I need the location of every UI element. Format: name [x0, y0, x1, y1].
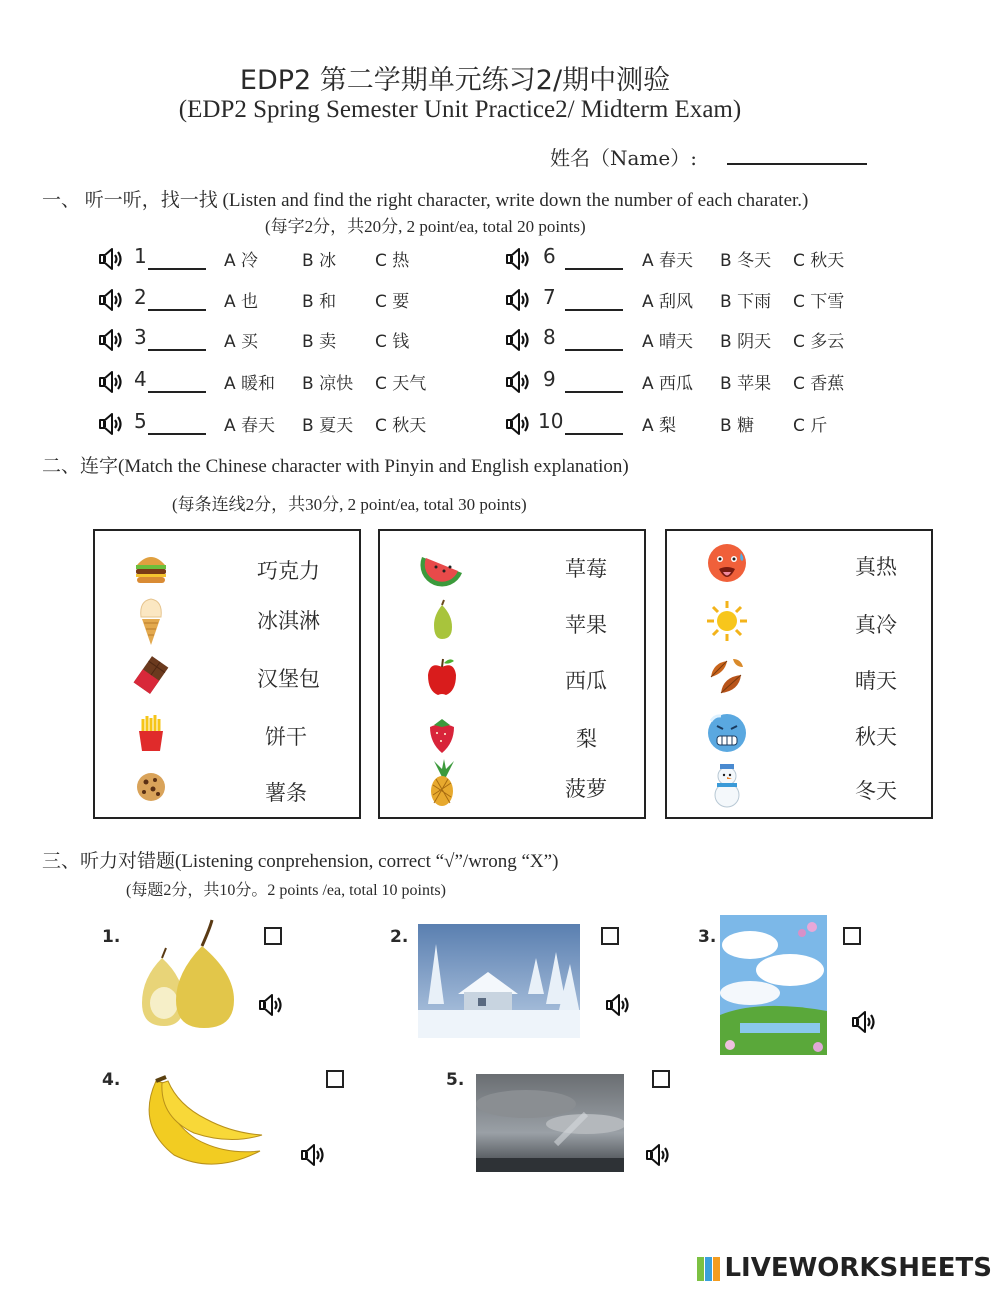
- question-number: 6: [543, 244, 556, 268]
- answer-blank[interactable]: [565, 391, 623, 393]
- option-b: B 冬天: [720, 251, 772, 271]
- question-number: 7: [543, 285, 556, 309]
- question-row: [98, 367, 438, 397]
- question-number: 5: [134, 409, 147, 433]
- cold-face-icon: [705, 711, 749, 755]
- match-word: 真冷: [855, 613, 897, 637]
- apple-icon: [420, 655, 464, 699]
- match-word: 草莓: [565, 557, 607, 581]
- match-item[interactable]: [380, 599, 644, 649]
- answer-checkbox[interactable]: [843, 927, 861, 945]
- speaker-icon[interactable]: [505, 248, 533, 270]
- strawberry-icon: [420, 713, 464, 757]
- item-number: 5.: [446, 1070, 465, 1090]
- match-word: 冬天: [855, 779, 897, 803]
- option-a: A 买: [224, 332, 259, 352]
- answer-checkbox[interactable]: [326, 1070, 344, 1088]
- option-c: C 天气: [375, 374, 427, 394]
- option-a: A 刮风: [642, 292, 694, 312]
- brand-name: LIVEWORKSHEETS: [724, 1253, 992, 1283]
- speaker-icon[interactable]: [605, 994, 633, 1016]
- cookie-icon: [131, 767, 175, 811]
- question-row: [505, 367, 865, 397]
- speaker-icon[interactable]: [300, 1144, 328, 1166]
- option-c: C 秋天: [793, 251, 845, 271]
- question-row: [505, 325, 865, 355]
- section3-points: (每题2分，共10分。2 points /ea, total 10 points): [126, 882, 446, 899]
- option-a: A 冷: [224, 251, 259, 271]
- option-a: A 也: [224, 292, 259, 312]
- speaker-icon[interactable]: [98, 371, 126, 393]
- liveworksheets-logo-icon: [697, 1257, 721, 1285]
- option-b: B 卖: [302, 332, 337, 352]
- item-number: 4.: [102, 1070, 121, 1090]
- match-item[interactable]: [95, 545, 359, 595]
- match-item[interactable]: [380, 543, 644, 593]
- watermelon-icon: [420, 543, 464, 587]
- match-box-weather: [665, 529, 933, 819]
- answer-blank[interactable]: [148, 309, 206, 311]
- name-label: 姓名（Name）:: [550, 146, 697, 170]
- option-b: B 阴天: [720, 332, 772, 352]
- option-a: A 晴天: [642, 332, 694, 352]
- speaker-icon[interactable]: [505, 329, 533, 351]
- question-number: 2: [134, 285, 147, 309]
- match-word: 冰淇淋: [257, 609, 320, 633]
- match-word: 苹果: [565, 613, 607, 637]
- cloudy-sky-photo: [476, 1074, 624, 1172]
- match-word: 梨: [576, 727, 597, 751]
- option-a: A 春天: [224, 416, 276, 436]
- question-row: [98, 409, 438, 439]
- item-number: 2.: [390, 927, 409, 947]
- match-word: 真热: [855, 555, 897, 579]
- option-c: C 香蕉: [793, 374, 845, 394]
- question-row: [98, 285, 428, 315]
- bananas-photo: [134, 1075, 266, 1175]
- speaker-icon[interactable]: [505, 371, 533, 393]
- question-number: 1: [134, 244, 147, 268]
- ice-cream-icon: [129, 593, 173, 649]
- autumn-leaves-icon: [705, 655, 749, 699]
- snowman-icon: [705, 761, 749, 809]
- speaker-icon[interactable]: [851, 1011, 879, 1033]
- page-title: EDP2 第二学期单元练习2/期中测验: [239, 65, 671, 96]
- answer-blank[interactable]: [148, 391, 206, 393]
- question-number: 10: [538, 409, 564, 433]
- option-b: B 下雨: [720, 292, 772, 312]
- question-number: 9: [543, 367, 556, 391]
- question-row: [505, 409, 865, 439]
- match-item[interactable]: [95, 595, 359, 645]
- answer-blank[interactable]: [148, 349, 206, 351]
- match-word: 饼干: [265, 725, 307, 749]
- option-b: B 糖: [720, 416, 755, 436]
- match-item[interactable]: [95, 711, 359, 761]
- match-item[interactable]: [667, 599, 931, 649]
- answer-blank[interactable]: [148, 433, 206, 435]
- match-item[interactable]: [667, 541, 931, 591]
- question-row: [98, 325, 428, 355]
- spring-landscape-photo: [720, 915, 827, 1055]
- item-number: 1.: [102, 927, 121, 947]
- speaker-icon[interactable]: [98, 248, 126, 270]
- option-c: C 下雪: [793, 292, 845, 312]
- option-c: C 热: [375, 251, 410, 271]
- match-item[interactable]: [95, 653, 359, 703]
- section1-points: (每字2分，共20分, 2 point/ea, total 20 points): [265, 217, 586, 236]
- section2-points: (每条连线2分，共30分, 2 point/ea, total 30 points): [172, 495, 527, 514]
- option-b: B 和: [302, 292, 337, 312]
- chocolate-icon: [129, 653, 173, 697]
- page-subtitle: (EDP2 Spring Semester Unit Practice2/ Midterm Exam): [178, 96, 742, 123]
- match-box-food: [93, 529, 361, 819]
- pears-photo: [132, 918, 242, 1033]
- match-item[interactable]: [667, 711, 931, 761]
- option-c: C 斤: [793, 416, 828, 436]
- option-c: C 秋天: [375, 416, 427, 436]
- question-number: 4: [134, 367, 147, 391]
- option-b: B 苹果: [720, 374, 772, 394]
- question-number: 8: [543, 325, 556, 349]
- speaker-icon[interactable]: [258, 994, 286, 1016]
- answer-blank[interactable]: [148, 268, 206, 270]
- match-item[interactable]: [380, 763, 644, 813]
- option-c: C 钱: [375, 332, 410, 352]
- answer-checkbox[interactable]: [652, 1070, 670, 1088]
- option-a: A 西瓜: [642, 374, 694, 394]
- item-number: 3.: [698, 927, 717, 947]
- hamburger-icon: [129, 545, 173, 589]
- match-word: 薯条: [265, 781, 307, 805]
- match-word: 晴天: [855, 669, 897, 693]
- speaker-icon[interactable]: [645, 1144, 673, 1166]
- snowy-house-photo: [418, 924, 580, 1038]
- answer-blank[interactable]: [565, 268, 623, 270]
- option-c: C 多云: [793, 332, 845, 352]
- section1-title: 一、 听一听，找一找 (Listen and find the right character, write down the number of each charater.): [42, 190, 809, 211]
- question-row: [505, 244, 865, 274]
- answer-blank[interactable]: [565, 433, 623, 435]
- answer-checkbox[interactable]: [264, 927, 282, 945]
- section2-title: 二、连字(Match the Chinese character with Pinyin and English explanation): [42, 456, 629, 477]
- option-c: C 要: [375, 292, 410, 312]
- speaker-icon[interactable]: [505, 289, 533, 311]
- name-input-line[interactable]: [727, 163, 867, 165]
- option-b: B 冰: [302, 251, 337, 271]
- match-item[interactable]: [667, 765, 931, 815]
- match-word: 汉堡包: [257, 667, 320, 691]
- question-row: [505, 285, 865, 315]
- match-item[interactable]: [380, 655, 644, 705]
- pineapple-icon: [420, 757, 464, 809]
- section3-title: 三、听力对错题(Listening conprehension, correct “√”/wrong “X”): [42, 851, 559, 872]
- speaker-icon[interactable]: [98, 413, 126, 435]
- pear-icon: [420, 599, 464, 643]
- fries-icon: [129, 711, 173, 755]
- option-b: B 凉快: [302, 374, 354, 394]
- speaker-icon[interactable]: [98, 329, 126, 351]
- answer-blank[interactable]: [565, 349, 623, 351]
- question-row: [98, 244, 428, 274]
- match-item[interactable]: [95, 767, 359, 817]
- question-number: 3: [134, 325, 147, 349]
- speaker-icon[interactable]: [505, 413, 533, 435]
- match-word: 巧克力: [257, 559, 320, 583]
- match-word: 菠萝: [565, 777, 607, 801]
- option-a: A 梨: [642, 416, 677, 436]
- match-box-fruit: [378, 529, 646, 819]
- option-a: A 暖和: [224, 374, 276, 394]
- answer-blank[interactable]: [565, 309, 623, 311]
- sun-icon: [705, 599, 749, 643]
- speaker-icon[interactable]: [98, 289, 126, 311]
- match-word: 秋天: [855, 725, 897, 749]
- option-b: B 夏天: [302, 416, 354, 436]
- option-a: A 春天: [642, 251, 694, 271]
- hot-face-icon: [705, 541, 749, 585]
- match-item[interactable]: [667, 655, 931, 705]
- answer-checkbox[interactable]: [601, 927, 619, 945]
- match-word: 西瓜: [565, 669, 607, 693]
- match-item[interactable]: [380, 713, 644, 763]
